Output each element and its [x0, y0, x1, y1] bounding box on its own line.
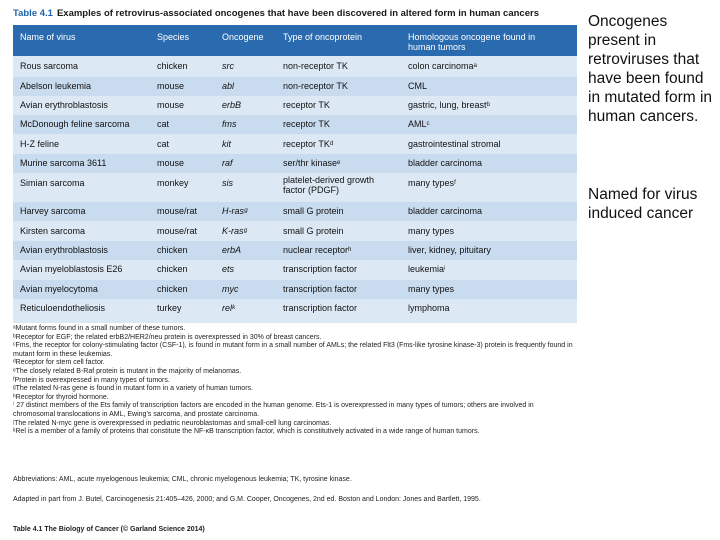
species-cell: cat — [157, 139, 170, 149]
table-row — [13, 241, 577, 260]
virus-name-cell: Avian erythroblastosis — [20, 100, 108, 110]
table-row — [13, 260, 577, 279]
oncoprotein-type-cell: small G protein — [283, 206, 344, 216]
oncoprotein-type-cell: nuclear receptorʰ — [283, 245, 352, 255]
footnote: ⁱ 27 distinct members of the Ets family of transcription factors are encoded in the human genome. Ets-1 is overexpressed in many types of tumors; others are involved in chromosomal translocations in AML, Ewing's sarcoma, and prostate carcinoma. — [13, 402, 534, 418]
oncoprotein-type-cell: receptor TK — [283, 119, 330, 129]
footnote: ʰReceptor for thyroid hormone. — [13, 393, 109, 401]
header-species: Species — [157, 32, 190, 42]
oncoprotein-type-cell: transcription factor — [283, 264, 358, 274]
side-note-named: Named for virus induced cancer — [588, 186, 698, 222]
virus-name-cell: Avian erythroblastosis — [20, 245, 108, 255]
table-label: Table 4.1 — [13, 8, 53, 19]
human-tumor-cell: many types — [408, 284, 455, 294]
table-title — [13, 8, 539, 19]
human-tumor-cell: CML — [408, 81, 428, 91]
header-oncogene: Oncogene — [222, 32, 264, 42]
header-human-oncogene: Homologous oncogene found in human tumors — [408, 32, 536, 52]
virus-name-cell: Rous sarcoma — [20, 61, 79, 71]
human-tumor-cell: bladder carcinoma — [408, 158, 483, 168]
footnotes — [13, 325, 577, 437]
table-row — [13, 115, 577, 134]
virus-name-cell: Avian myelocytoma — [20, 284, 98, 294]
table-row — [13, 222, 577, 241]
virus-name-cell: Abelson leukemia — [20, 81, 92, 91]
virus-name-cell: H-Z feline — [20, 139, 60, 149]
virus-name-cell: Simian sarcoma — [20, 178, 85, 188]
footnote: ᶜFms, the receptor for colony-stimulating factor (CSF-1), is found in mutant form in a small number of AMLs; the related Flt3 (Fms-like tyrosine kinase-3) protein is frequently found in mutant form in these leukemias. — [13, 342, 573, 358]
human-tumor-cell: gastric, lung, breastᵇ — [408, 100, 490, 110]
table-row — [13, 57, 577, 76]
virus-name-cell: McDonough feline sarcoma — [20, 119, 130, 129]
footnote: ᵉThe closely related B-Raf protein is mutant in the majority of melanomas. — [13, 367, 242, 375]
footnote: ᵍThe related N-ras gene is found in mutant form in a variety of human tumors. — [13, 385, 253, 393]
oncogene-cell: sis — [222, 178, 233, 188]
oncogene-cell: src — [222, 61, 234, 71]
human-tumor-cell: gastrointestinal stromal — [408, 139, 501, 149]
virus-name-cell: Avian myeloblastosis E26 — [20, 264, 123, 274]
oncogene-cell: myc — [222, 284, 239, 294]
oncogene-cell: K-rasᵍ — [222, 226, 248, 236]
header-oncoprotein: Type of oncoprotein — [283, 32, 363, 42]
table-header — [13, 25, 577, 56]
virus-name-cell: Murine sarcoma 3611 — [20, 158, 107, 168]
oncogene-cell: raf — [222, 158, 233, 168]
oncoprotein-type-cell: platelet-derived growth factor (PDGF) — [283, 175, 375, 195]
human-tumor-cell: bladder carcinoma — [408, 206, 483, 216]
human-tumor-cell: AMLᶜ — [408, 119, 430, 129]
oncoprotein-type-cell: non-receptor TK — [283, 81, 348, 91]
footnote: ᵇReceptor for EGF; the related erbB2/HER2/neu protein is overexpressed in 30% of breast cancers. — [13, 333, 322, 341]
oncogene-cell: fms — [222, 119, 237, 129]
species-cell: cat — [157, 119, 170, 129]
human-tumor-cell: colon carcinomaᵃ — [408, 61, 477, 71]
table-row — [13, 280, 577, 299]
abbreviations: Abbreviations: AML, acute myelogenous leukemia; CML, chronic myelogenous leukemia; TK, tyrosine kinase. — [13, 476, 352, 483]
human-tumor-cell: lymphoma — [408, 303, 450, 313]
oncogene-table — [13, 25, 577, 323]
footnote: ᵏRel is a member of a family of proteins that constitute the NF-κB transcription factor, which is constitutively activated in a wide range of human tumors. — [13, 428, 480, 436]
table-row — [13, 96, 577, 115]
oncoprotein-type-cell: transcription factor — [283, 284, 358, 294]
table-row — [13, 202, 577, 221]
table-row — [13, 135, 577, 154]
oncogene-cell: H-rasᵍ — [222, 206, 248, 216]
species-cell: turkey — [157, 303, 182, 313]
table-row — [13, 174, 577, 202]
table-caption: Examples of retrovirus-associated oncogenes that have been discovered in altered form in human cancers — [56, 8, 539, 19]
human-tumor-cell: many typesᶠ — [408, 178, 457, 188]
species-cell: chicken — [157, 245, 188, 255]
human-tumor-cell: leukemiaⁱ — [408, 264, 446, 274]
header-virus: Name of virus — [20, 32, 76, 42]
oncogene-cell: erbB — [222, 100, 242, 110]
footnote: ᶠProtein is overexpressed in many types of tumors. — [13, 376, 170, 384]
species-cell: chicken — [157, 61, 188, 71]
table-row — [13, 299, 577, 319]
footnote: ᵃMutant forms found in a small number of these tumors. — [13, 325, 186, 332]
species-cell: mouse/rat — [157, 226, 198, 236]
oncoprotein-type-cell: ser/thr kinaseᵉ — [283, 158, 341, 168]
species-cell: mouse — [157, 81, 185, 91]
oncoprotein-type-cell: receptor TK — [283, 100, 330, 110]
species-cell: mouse — [157, 100, 185, 110]
oncogene-cell: relᵏ — [222, 303, 235, 313]
human-tumor-cell: many types — [408, 226, 455, 236]
virus-name-cell: Harvey sarcoma — [20, 206, 86, 216]
oncoprotein-type-cell: non-receptor TK — [283, 61, 348, 71]
virus-name-cell: Kirsten sarcoma — [20, 226, 86, 236]
table-row — [13, 77, 577, 96]
footnote: ᵈReceptor for stem cell factor. — [13, 359, 105, 367]
oncogene-cell: erbA — [222, 245, 242, 255]
table-row — [13, 154, 577, 173]
human-tumor-cell: liver, kidney, pituitary — [408, 245, 491, 255]
oncogene-cell: ets — [222, 264, 235, 274]
virus-name-cell: Reticuloendotheliosis — [20, 303, 106, 313]
footnote: ʲThe related N-myc gene is overexpressed in pediatric neuroblastomas and small-cell lung carcinomas. — [13, 419, 332, 427]
species-cell: chicken — [157, 264, 188, 274]
oncogene-cell: kit — [222, 139, 231, 149]
oncoprotein-type-cell: small G protein — [283, 226, 344, 236]
species-cell: mouse — [157, 158, 185, 168]
oncoprotein-type-cell: transcription factor — [283, 303, 358, 313]
species-cell: chicken — [157, 284, 188, 294]
oncoprotein-type-cell: receptor TKᵈ — [283, 139, 334, 149]
figure-credit: Table 4.1 The Biology of Cancer (© Garland Science 2014) — [13, 526, 205, 533]
source-citation: Adapted in part from J. Butel, Carcinogenesis 21:405–426, 2000; and G.M. Cooper, Oncogenes, 2nd ed. Boston and London: Jones and Bartlett, 1995. — [13, 496, 481, 503]
side-note-oncogenes: Oncogenes present in retroviruses that have been found in mutated form in human cancers. — [588, 13, 713, 125]
species-cell: mouse/rat — [157, 206, 198, 216]
oncogene-cell: abl — [222, 81, 235, 91]
species-cell: monkey — [157, 178, 189, 188]
